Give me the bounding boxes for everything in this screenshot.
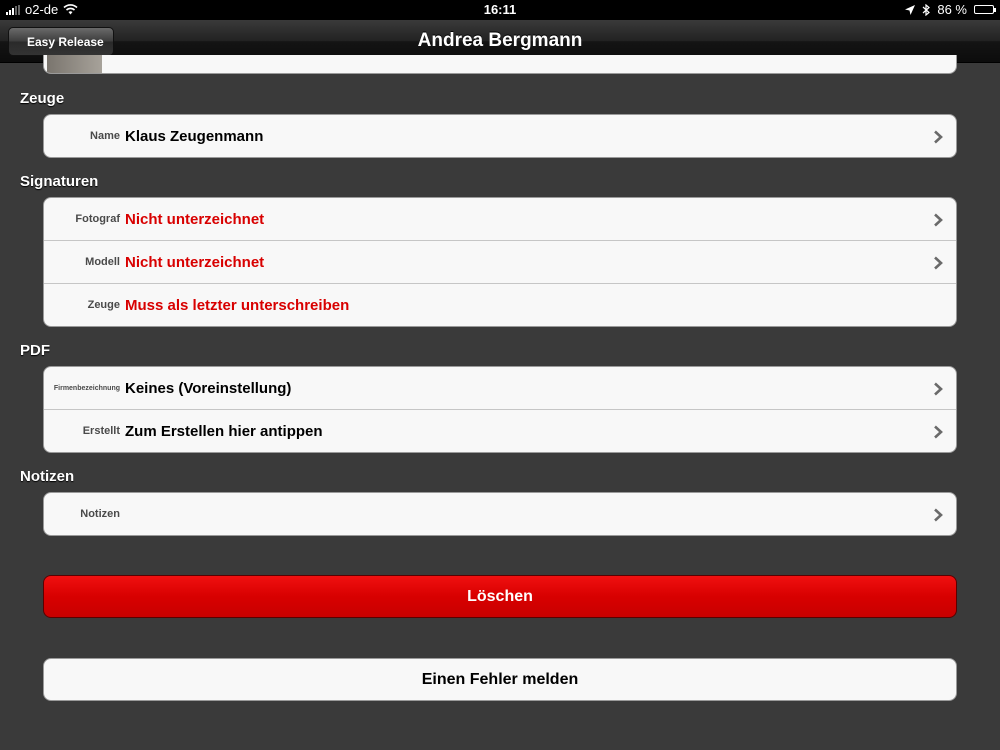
row-label: Zeuge (87, 299, 120, 311)
row-value: Klaus Zeugenmann (125, 128, 264, 145)
delete-button[interactable]: Löschen (43, 575, 957, 618)
row-label: Erstellt (82, 425, 120, 437)
row-label: Fotograf (75, 213, 120, 225)
section-title-witness: Zeuge (20, 90, 65, 107)
signature-photographer-row[interactable] (44, 198, 956, 241)
row-label: Modell (85, 256, 120, 268)
section-title-pdf: PDF (20, 342, 50, 359)
chevron-right-icon (932, 213, 944, 227)
page-title: Andrea Bergmann (417, 30, 583, 51)
witness-group (43, 114, 957, 158)
chevron-right-icon (932, 508, 944, 522)
battery-icon (974, 5, 994, 14)
chevron-right-icon (932, 256, 944, 270)
row-value: Keines (Voreinstellung) (125, 380, 292, 397)
row-value: Nicht unterzeichnet (125, 211, 265, 228)
row-value: Muss als letzter unterschreiben (125, 297, 350, 314)
status-right (905, 2, 994, 17)
report-error-button[interactable]: Einen Fehler melden (43, 658, 957, 701)
row-value: Zum Erstellen hier antippen (125, 423, 323, 440)
bluetooth-icon (922, 4, 930, 16)
photo-card-bottom (43, 55, 957, 74)
content-area (0, 63, 1000, 750)
notes-group (43, 492, 957, 536)
section-title-notes: Notizen (20, 468, 75, 485)
clock: 16:11 (483, 2, 517, 17)
carrier-name: o2-de (25, 2, 59, 17)
signatures-group (43, 197, 957, 327)
row-label: Name (90, 130, 120, 142)
row-value: Nicht unterzeichnet (125, 254, 265, 271)
row-label: Firmenbezeichnung (53, 385, 120, 392)
signature-witness-row (44, 284, 956, 327)
pdf-group (43, 366, 957, 453)
pdf-create-row[interactable] (44, 410, 956, 453)
notes-row[interactable] (44, 493, 956, 536)
row-label: Notizen (80, 508, 120, 520)
signature-model-row[interactable] (44, 241, 956, 284)
location-arrow-icon (905, 5, 915, 15)
pdf-company-row[interactable] (44, 367, 956, 410)
battery-percent: 86 % (937, 2, 967, 17)
witness-name-row[interactable] (44, 115, 956, 158)
section-title-signatures: Signaturen (20, 173, 99, 190)
chevron-right-icon (932, 382, 944, 396)
status-bar (0, 0, 1000, 20)
photo-thumbnail (47, 55, 102, 73)
back-button-label: Easy Release (27, 35, 104, 49)
chevron-right-icon (932, 130, 944, 144)
chevron-right-icon (932, 425, 944, 439)
